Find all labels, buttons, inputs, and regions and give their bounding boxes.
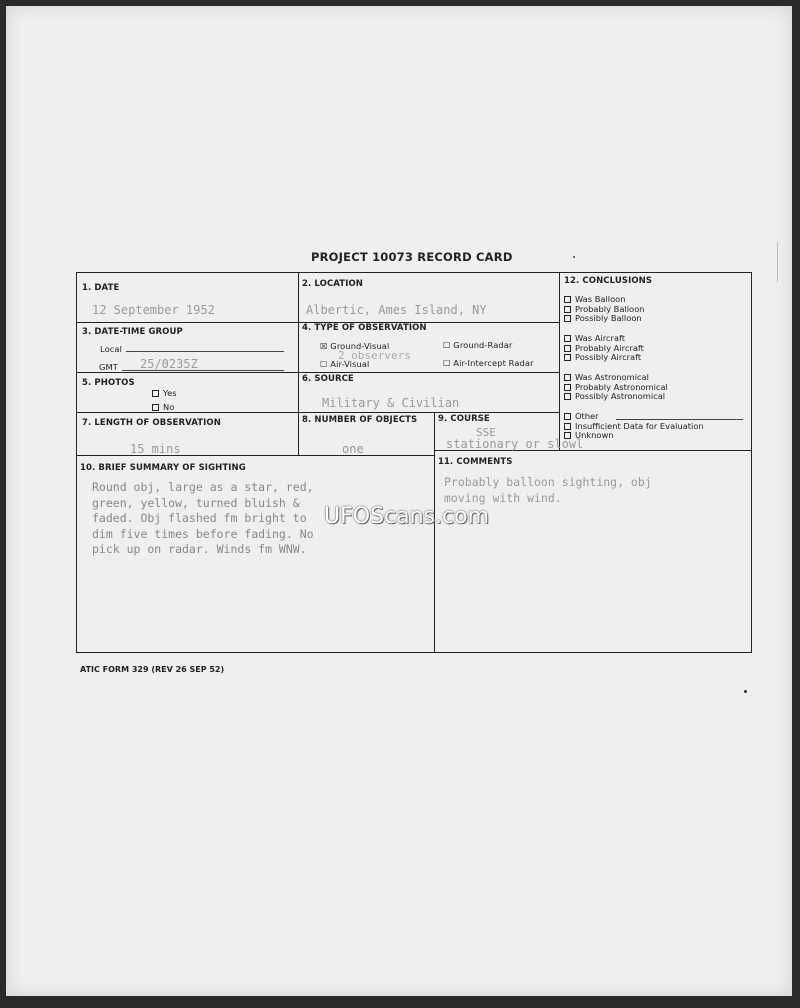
conclusion-option — [564, 392, 668, 402]
photos-no — [152, 402, 174, 412]
course-label: 9. COURSE — [438, 414, 490, 424]
form-id: ATIC FORM 329 (REV 26 SEP 52) — [80, 665, 225, 674]
conclusions-label: 12. CONCLUSIONS — [564, 276, 653, 286]
checkbox-icon — [564, 345, 571, 352]
comments-label: 11. COMMENTS — [438, 457, 513, 467]
conclusion-label: Probably Balloon — [575, 303, 645, 314]
location-value: Albertic, Ames Island, NY — [306, 303, 487, 317]
conclusion-option — [564, 431, 704, 441]
summary-line: pick up on radar. Winds fm WNW. — [92, 542, 307, 556]
divider-col-c — [434, 412, 435, 652]
comment-line: Probably balloon sighting, obj — [444, 475, 652, 489]
checkbox-icon — [564, 423, 571, 430]
date-label: 1. DATE — [82, 283, 120, 293]
length-of-observation-value: 15 mins — [130, 442, 181, 456]
checkbox-icon: ☐ — [443, 358, 451, 368]
divider-col-b — [559, 273, 560, 450]
checked-box-icon: ☒ — [320, 341, 328, 351]
checkbox-icon — [564, 393, 571, 400]
comment-line: moving with wind. — [444, 490, 562, 505]
scan-mark — [777, 242, 778, 282]
divider-row-3 — [77, 412, 559, 413]
date-time-group-label: 3. DATE-TIME GROUP — [82, 327, 183, 337]
speck — [573, 256, 575, 258]
other-underline — [616, 419, 743, 420]
option-ground-visual-label: Ground-Visual — [330, 341, 390, 351]
number-of-objects-value: one — [342, 442, 364, 456]
source-label: 6. SOURCE — [302, 374, 354, 384]
checkbox-icon — [564, 432, 571, 439]
local-label: Local — [100, 344, 123, 354]
conclusion-label: Probably Aircraft — [575, 342, 644, 353]
photos-label: 5. PHOTOS — [82, 378, 135, 388]
summary-line: green, yellow, turned bluish & — [92, 495, 300, 510]
option-air-intercept-radar — [443, 358, 534, 368]
length-of-observation-label: 7. LENGTH OF OBSERVATION — [82, 418, 221, 428]
local-underline — [126, 351, 284, 352]
observation-typed-note: 2 observers — [338, 349, 411, 362]
conclusion-label: Was Astronomical — [575, 372, 649, 382]
brief-summary-text — [92, 480, 314, 558]
gmt-value: 25/0235Z — [140, 357, 198, 371]
course-value-direction: SSE — [476, 426, 496, 439]
checkbox-icon — [152, 390, 159, 397]
photos-no-label: No — [163, 402, 175, 412]
type-of-observation-label: 4. TYPE OF OBSERVATION — [302, 323, 427, 333]
brief-summary-label: 10. BRIEF SUMMARY OF SIGHTING — [80, 463, 246, 473]
divider-col-a — [298, 273, 299, 455]
document-page — [6, 6, 792, 996]
conclusions-group-astronomical — [564, 373, 668, 402]
checkbox-icon — [564, 306, 571, 313]
comments-text — [444, 475, 652, 506]
conclusion-label: Possibly Aircraft — [575, 352, 642, 363]
conclusions-group-balloon — [564, 295, 644, 324]
conclusion-label: Was Balloon — [575, 294, 626, 304]
conclusion-label: Other — [575, 411, 599, 421]
photos-yes — [152, 388, 177, 398]
checkbox-icon — [152, 404, 159, 411]
gmt-label: GMT — [99, 362, 118, 372]
summary-line: dim five times before fading. No — [92, 526, 314, 541]
conclusion-option — [564, 353, 644, 363]
course-value-detail: stationary or slowl — [446, 437, 584, 451]
number-of-objects-label: 8. NUMBER OF OBJECTS — [302, 415, 418, 425]
option-air-visual-label: Air-Visual — [330, 359, 370, 369]
divider-row-2 — [77, 372, 559, 373]
option-ground-radar — [443, 340, 512, 350]
conclusions-group-other — [564, 412, 704, 441]
checkbox-icon — [564, 413, 571, 420]
summary-line: faded. Obj flashed fm bright to — [92, 511, 307, 525]
speck — [744, 690, 747, 693]
date-value: 12 September 1952 — [92, 303, 215, 317]
conclusion-label: Was Aircraft — [575, 333, 626, 343]
source-value: Military & Civilian — [322, 396, 460, 410]
checkbox-icon: ☐ — [443, 340, 451, 350]
card-title: PROJECT 10073 RECORD CARD — [311, 250, 513, 264]
location-label: 2. LOCATION — [302, 279, 363, 289]
conclusion-label: Possibly Astronomical — [575, 391, 666, 402]
checkbox-icon — [564, 374, 571, 381]
photos-yes-label: Yes — [163, 388, 177, 398]
conclusion-label: Probably Astronomical — [575, 381, 668, 392]
conclusion-option — [564, 314, 644, 324]
checkbox-icon — [564, 296, 571, 303]
conclusion-label: Insufficient Data for Evaluation — [575, 420, 704, 431]
checkbox-icon — [564, 315, 571, 322]
conclusions-group-aircraft — [564, 334, 644, 363]
checkbox-icon — [564, 354, 571, 361]
conclusion-label: Possibly Balloon — [575, 313, 642, 324]
conclusion-label: Unknown — [575, 430, 614, 441]
summary-line: Round obj, large as a star, red, — [92, 480, 314, 494]
watermark: UFOScans.com — [324, 504, 489, 529]
checkbox-icon — [564, 384, 571, 391]
option-air-intercept-radar-label: Air-Intercept Radar — [453, 358, 534, 368]
option-ground-radar-label: Ground-Radar — [453, 340, 513, 350]
checkbox-icon: ☐ — [320, 359, 328, 369]
checkbox-icon — [564, 335, 571, 342]
